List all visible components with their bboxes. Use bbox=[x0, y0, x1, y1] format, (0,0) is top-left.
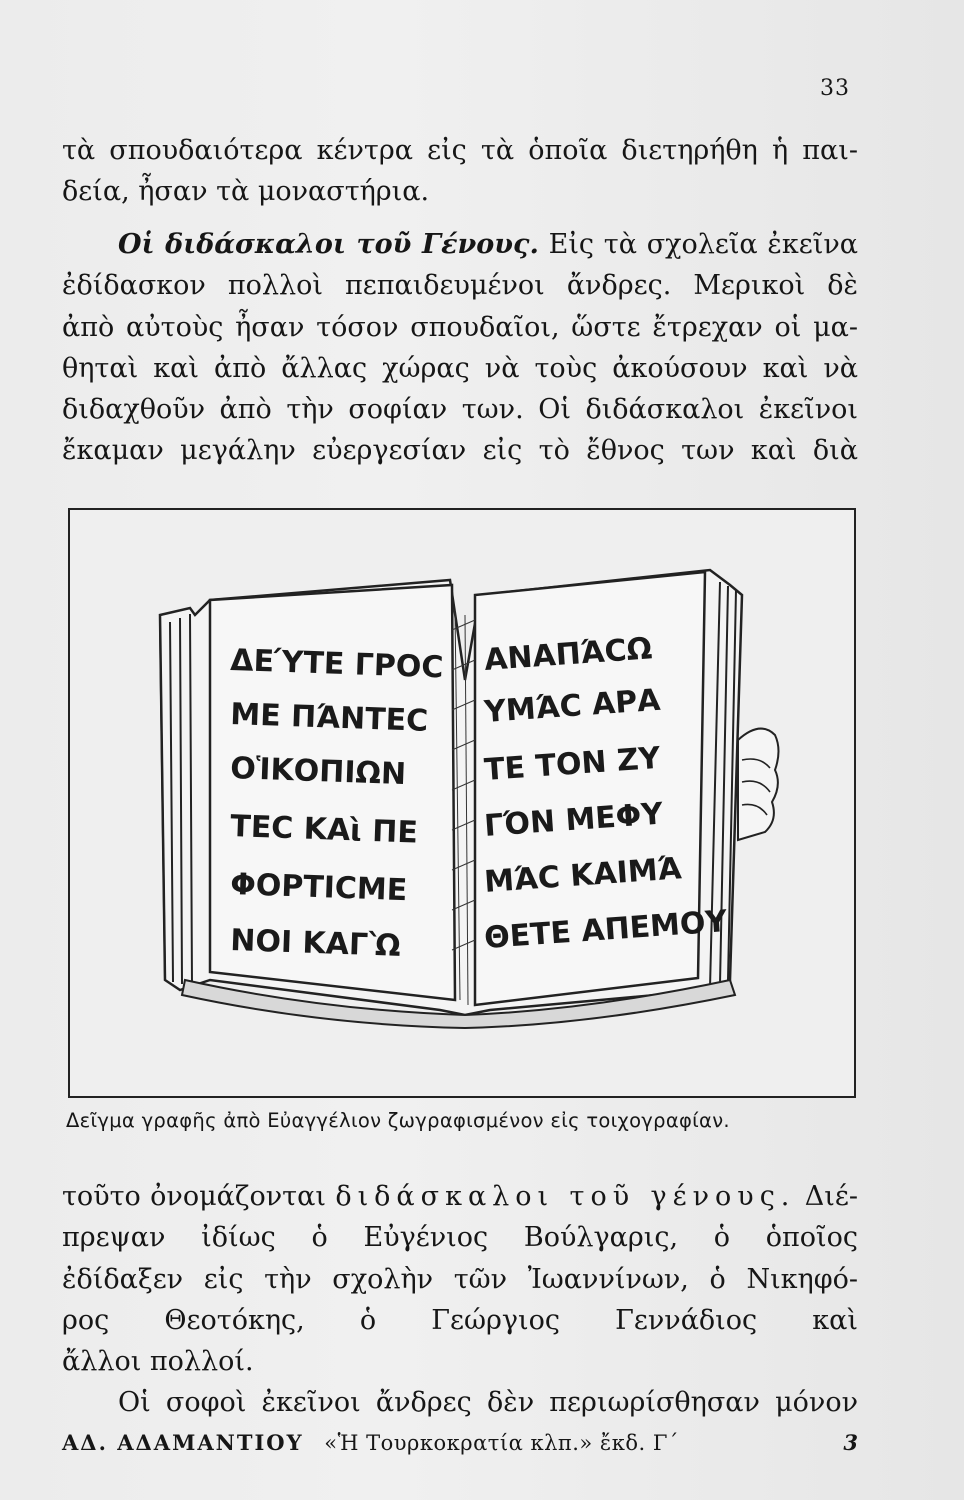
right-script-line: ΓΌΝ ΜΕΦΥ bbox=[483, 796, 665, 844]
text-line: ἄλλοι πολλοί. bbox=[62, 1346, 254, 1378]
footer-author: ΑΔ. ΑΔΑΜΑΝΤΙΟΥ bbox=[62, 1430, 304, 1455]
figure-caption: Δεῖγμα γραφῆς ἀπὸ Εὐαγγέλιον ζωγραφισμένον εἰς τοιχογραφίαν. bbox=[66, 1109, 730, 1132]
right-script-line: ΘΕΤΕ ΑΠΕΜΟΥ bbox=[483, 904, 729, 956]
right-script-line: ΥΜΆC ΑΡΑ bbox=[483, 682, 662, 730]
footer-signature: 3 bbox=[843, 1430, 858, 1455]
page-number: 33 bbox=[820, 76, 850, 101]
right-script-line: ΑΝΑΠΆCΩ bbox=[483, 631, 654, 678]
left-script-line: ΝΟΙ ΚΑΓῺ bbox=[229, 923, 402, 964]
section-first-line-rest: Εἰς τὰ σχολεῖα ἐκεῖνα bbox=[548, 229, 858, 260]
text-line: Οἱ σοφοὶ ἐκεῖνοι ἄνδρες δὲν περιωρίσθησαν μόνον bbox=[118, 1387, 858, 1418]
text-line bbox=[62, 224, 858, 265]
text-line: δεία, ἦσαν τὰ μοναστήρια. bbox=[62, 176, 430, 208]
text-line: θηταὶ καὶ ἀπὸ ἄλλας χώρας νὰ τοὺς ἀκούσουν καὶ νὰ bbox=[62, 352, 858, 384]
text-line: ἐδίδασκον πολλοὶ πεπαιδευμένοι ἄνδρες. Μερικοὶ δὲ bbox=[62, 270, 858, 302]
gospel-illustration bbox=[68, 508, 856, 1098]
spaced-term: διδάσκαλοι τοῦ γένους. bbox=[335, 1181, 796, 1212]
left-script-line: ΟἹΚΟΠΙΩΝ bbox=[229, 751, 407, 793]
right-script-line: ΤΕ ΤΟΝ ΖΥ bbox=[483, 740, 662, 788]
top-paragraph bbox=[62, 130, 858, 213]
section-paragraph bbox=[62, 224, 858, 472]
text-line: διδαχθοῦν ἀπὸ τὴν σοφίαν των. Οἱ διδάσκαλοι ἐκεῖνοι bbox=[62, 394, 858, 426]
text-line: ἐδίδαξεν εἰς τὴν σχολὴν τῶν Ἰωαννίνων, ὁ Νικηφό- bbox=[62, 1263, 858, 1295]
left-script-line: ΤΕC ΚΑὶ ΠΕ bbox=[229, 809, 419, 851]
left-script-line: ΦΟΡΤΙCΜΕ bbox=[229, 867, 408, 909]
text-line: ἀπὸ αὐτοὺς ἦσαν τόσον σπουδαῖοι, ὥστε ἔτρεχαν οἱ μα- bbox=[62, 311, 858, 343]
open-book-drawing bbox=[70, 510, 854, 1096]
bottom-paragraph bbox=[62, 1176, 858, 1382]
left-script-line: ΔΕΎΤΕ ΓΡΟC bbox=[229, 643, 444, 686]
text-line: πρεψαν ἰδίως ὁ Εὐγένιος Βούλγαρις, ὁ ὁποῖος bbox=[62, 1222, 858, 1254]
right-script-line: ΜΆC ΚΑΙΜΆ bbox=[483, 851, 683, 900]
hand-drawing bbox=[738, 729, 779, 840]
text-line: ἔκαμαν μεγάλην εὐεργεσίαν εἰς τὸ ἔθνος των καὶ διὰ bbox=[62, 435, 858, 467]
text-line: τὰ σπουδαιότερα κέντρα εἰς τὰ ὁποῖα διετηρήθη ἡ παι- bbox=[62, 135, 858, 166]
bottom-first-words: τοῦτο ὀνομάζονται bbox=[62, 1181, 326, 1212]
text-line bbox=[62, 1176, 858, 1217]
footer-book-title: «Ἡ Τουρκοκρατία κλπ.» ἔκδ. Γ΄ bbox=[324, 1431, 679, 1455]
page-footer bbox=[62, 1430, 858, 1455]
section-heading: Οἱ διδάσκαλοι τοῦ Γένους. bbox=[118, 229, 539, 260]
left-script-line: ΜΕ ΠΆΝΤΕC bbox=[229, 697, 429, 739]
text-line: ρος Θεοτόκης, ὁ Γεώργιος Γεννάδιος καὶ bbox=[62, 1304, 858, 1336]
last-paragraph bbox=[62, 1382, 858, 1423]
bottom-first-line-tail: Διέ- bbox=[804, 1181, 858, 1212]
